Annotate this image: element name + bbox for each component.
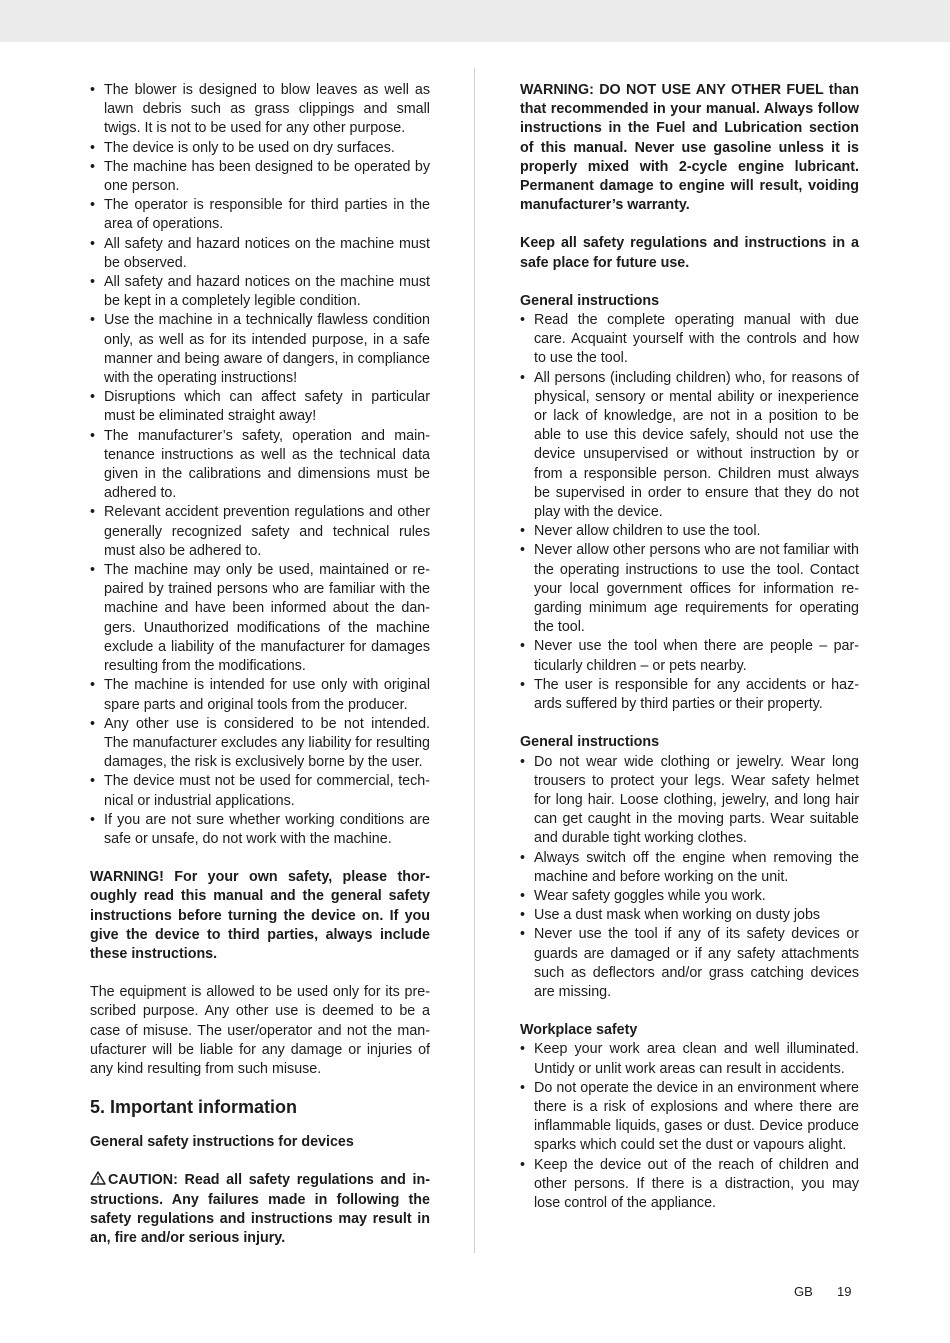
- general-instructions-heading-2: General instructions: [520, 734, 660, 751]
- list-item: • The device must not be used for commercial, technical or industrial applications.: [90, 772, 430, 810]
- keep-safe-note: Keep all safety regulations and instructions in a safe place for future use.: [520, 235, 859, 271]
- workplace-safety-list: [520, 1040, 859, 1213]
- list-item: • The operator is responsible for third parties in the area of operations.: [90, 196, 430, 234]
- workplace-safety-heading: Workplace safety: [520, 1022, 638, 1039]
- list-item: • Read the complete operating manual with due care. Acquaint yourself with the controls and how to use the tool.: [520, 311, 859, 369]
- list-item: • Always switch off the engine when removing the machine and before working on the unit.: [520, 849, 859, 887]
- list-item: • Do not wear wide clothing or jewelry. Wear long trousers to protect your legs. Wear safety helmet for long hair. Loose clothing, jewelry, and long hair can get caught in the moving parts. Wear suitable and durable tight working clothes.: [520, 753, 859, 849]
- list-item: • The machine has been designed to be operated by one person.: [90, 158, 430, 196]
- general-instructions-list: [520, 311, 859, 714]
- list-item: • The manufacturer’s safety, operation and maintenance instructions as well as the technical data given in the calibrations and dimensions must be adhered to.: [90, 427, 430, 504]
- list-item: • All safety and hazard notices on the machine must be observed.: [90, 235, 430, 273]
- list-item: • Any other use is considered to be not intended. The manufacturer excludes any liability for resulting damages, the risk is exclusively borne by the user.: [90, 715, 430, 773]
- list-item: • The machine is intended for use only with original spare parts and original tools from the producer.: [90, 676, 430, 714]
- list-item: • All safety and hazard notices on the machine must be kept in a completely legible condition.: [90, 273, 430, 311]
- misuse-paragraph: The equipment is allowed to be used only for its prescribed purpose. Any other use is deemed to be a case of misuse. The user/operator and not the manufacturer will be liable for any damage or injuries of any kind resulting from such misuse.: [90, 984, 430, 1077]
- section-title: 5. Important information: [90, 1097, 297, 1118]
- fuel-warning: WARNING: DO NOT USE ANY OTHER FUEL than that recommended in your manual. Always follow instructions in the Fuel and Lubrication section of this manual. Never use gasoline unless it is properly mixed with 2-cycle engine lubricant. Permanent damage to engine will result, voiding manufacturer’s warranty.: [520, 82, 859, 214]
- list-item: • The blower is designed to blow leaves as well as lawn debris such as grass clippings and small twigs. It is not to be used for any other purpose.: [90, 81, 430, 139]
- page-number: 19: [837, 1284, 852, 1299]
- right-column: [520, 81, 859, 1213]
- left-column: [90, 81, 430, 1248]
- list-item: • Wear safety goggles while you work.: [520, 887, 859, 906]
- list-item: • Use the machine in a technically flawless condition only, as well as for its intended purpose, in a safe manner and being aware of dangers, in compliance with the operating instructions!: [90, 311, 430, 388]
- caution-text: CAUTION: Read all safety regulations and instructions. Any failures made in following the safety regulations and instructions may result in an, fire and/or serious injury.: [90, 1172, 430, 1246]
- list-item: • Keep the device out of the reach of children and other persons. If there is a distraction, you may lose control of the appliance.: [520, 1156, 859, 1214]
- general-instructions-heading: General instructions: [520, 292, 660, 309]
- list-item: • The machine may only be used, maintained or repaired by trained persons who are familiar with the machine and have been informed about the dangers. Unauthorized modifications of the machine exclude a liability of the manufacturer for damages resulting from the modifications.: [90, 561, 430, 676]
- safety-warning: WARNING! For your own safety, please thoroughly read this manual and the general safety instructions before turning the device on. If you give the device to third parties, always include these instructions.: [90, 869, 430, 962]
- list-item: • Never allow other persons who are not familiar with the operating instructions to use the tool. Contact your local government offices for information regarding minimum age requirements for operating the tool.: [520, 541, 859, 637]
- usage-bullet-list: [90, 81, 430, 849]
- list-item: • All persons (including children) who, for reasons of physical, sensory or mental ability or inexperience or lack of knowledge, are not in a position to be able to use this device safely, should not use the device unsupervised or without instruction by or from a responsible person. Children must always be supervised in order to ensure that they do not play with the device.: [520, 369, 859, 523]
- list-item: • Never use the tool when there are people – particularly children – or pets nearby.: [520, 637, 859, 675]
- warning-triangle-icon: [90, 1171, 106, 1185]
- list-item: • The user is responsible for any accidents or hazards suffered by third parties or their property.: [520, 676, 859, 714]
- column-divider: [474, 68, 475, 1253]
- list-item: • If you are not sure whether working conditions are safe or unsafe, do not work with the machine.: [90, 811, 430, 849]
- list-item: • Never allow children to use the tool.: [520, 522, 859, 541]
- top-band: [0, 0, 950, 42]
- subheading: General safety instructions for devices: [90, 1134, 354, 1151]
- list-item: • Use a dust mask when working on dusty jobs: [520, 906, 859, 925]
- list-item: • The device is only to be used on dry surfaces.: [90, 139, 430, 158]
- caution-paragraph: [90, 1171, 430, 1248]
- list-item: • Keep your work area clean and well illuminated. Untidy or unlit work areas can result in accidents.: [520, 1040, 859, 1078]
- clothing-instructions-list: [520, 753, 859, 1003]
- language-code: GB: [794, 1284, 813, 1299]
- list-item: • Disruptions which can affect safety in particular must be eliminated straight away!: [90, 388, 430, 426]
- list-item: • Do not operate the device in an environment where there is a risk of explosions and where there are inflammable liquids, gases or dust. Device produce sparks which could set the dust or vapours alight.: [520, 1079, 859, 1156]
- list-item: • Relevant accident prevention regulations and other generally recognized safety and technical rules must also be adhered to.: [90, 503, 430, 561]
- list-item: • Never use the tool if any of its safety devices or guards are damaged or if any safety attachments such as deflectors and/or grass catching devices are missing.: [520, 925, 859, 1002]
